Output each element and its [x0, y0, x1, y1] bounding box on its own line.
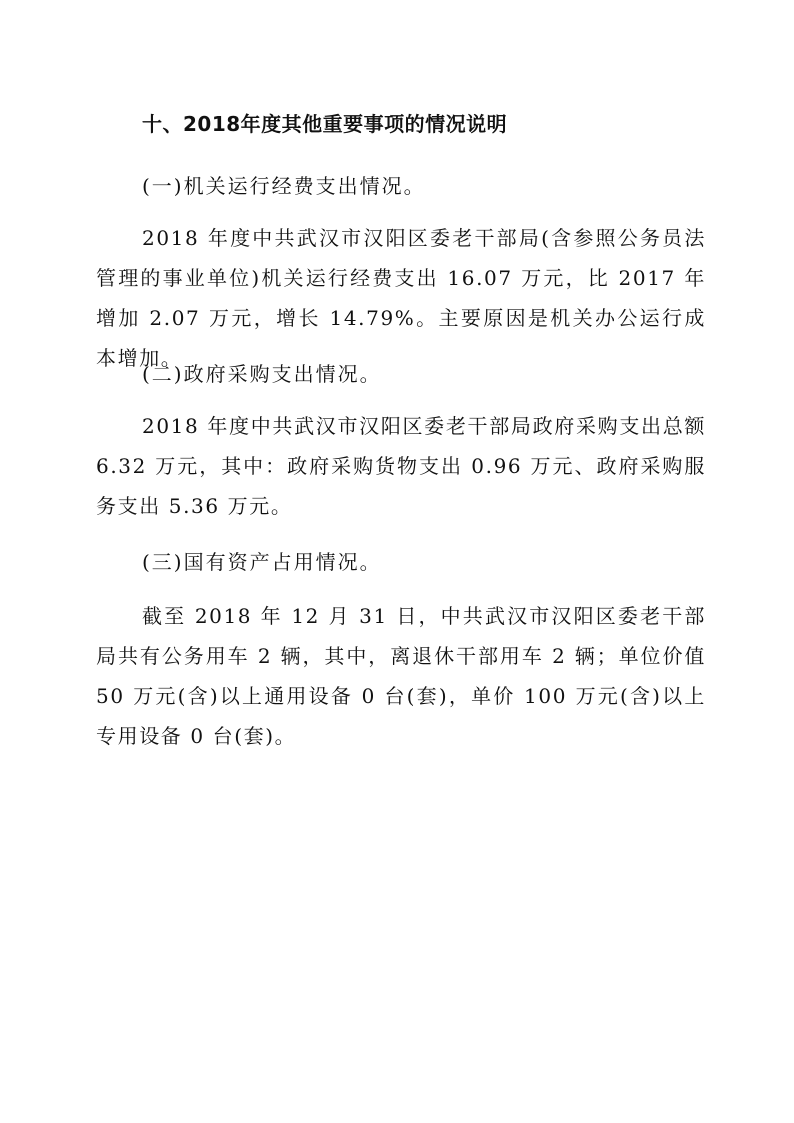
subsection-title-procurement: (二)政府采购支出情况。 [142, 362, 382, 386]
subsection-title-operating-expenses: (一)机关运行经费支出情况。 [142, 174, 426, 198]
section-heading: 十、2018年度其他重要事项的情况说明 [142, 112, 508, 136]
paragraph-procurement: 2018 年度中共武汉市汉阳区委老干部局政府采购支出总额 6.32 万元，其中：政府采购货物支出 0.96 万元、政府采购服务支出 5.36 万元。 [96, 414, 706, 518]
subsection-title-state-assets: (三)国有资产占用情况。 [142, 550, 382, 574]
paragraph-state-assets: 截至 2018 年 12 月 31 日，中共武汉市汉阳区委老干部局共有公务用车 2 辆，其中，离退休干部用车 2 辆；单位价值 50 万元(含)以上通用设备 0 台(套)，单价 100 万元(含)以上专用设备 0 台(套)。 [96, 604, 706, 748]
paragraph-operating-expenses: 2018 年度中共武汉市汉阳区委老干部局(含参照公务员法管理的事业单位)机关运行经费支出 16.07 万元，比 2017 年增加 2.07 万元，增长 14.79%。主要原因是机关办公运行成本增加。 [96, 226, 706, 370]
